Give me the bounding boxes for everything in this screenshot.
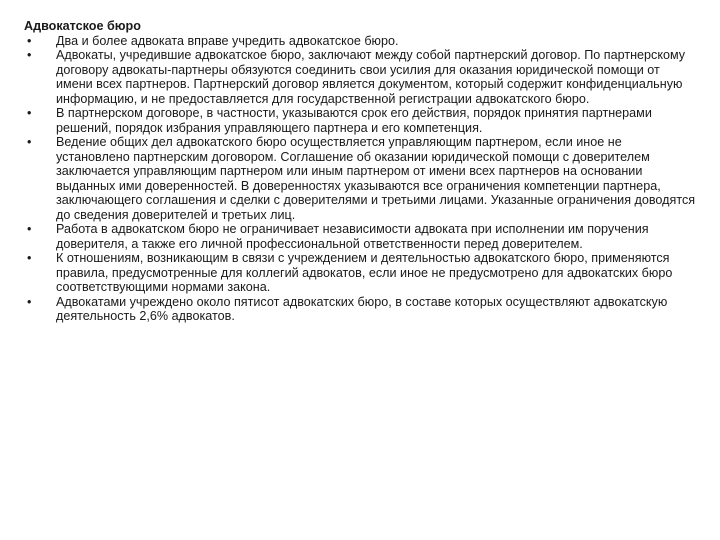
bullet-icon: • [27,33,32,48]
list-item-text: Адвокаты, учредившие адвокатское бюро, заключают между собой партнерский договор. По партнерскому договору адвокаты-партнеры обязуются соединить свои усилия для оказания юридической помощи от имени всех партнеров. Партнерский договор является документом, который содержит конфиденциальную информацию, и не предоставляется для государственной регистрации адвокатского бюро. [56,48,686,106]
list-item-text: Работа в адвокатском бюро не ограничивает независимости адвоката при исполнении им поручения доверителя, а также его личной профессиональной ответственности перед доверителем. [56,222,649,251]
list-item [24,48,696,106]
bullet-icon: • [27,294,32,309]
list-item-text: Адвокатами учреждено около пятисот адвокатских бюро, в составе которых осуществляют адвокатскую деятельность 2,6% адвокатов. [56,294,668,323]
list-item-text: К отношениям, возникающим в связи с учреждением и деятельностью адвокатского бюро, применяются правила, предусмотренные для коллегий адвокатов, если иное не предусмотрено для адвокатских бюро соответствующими нормами закона. [56,251,673,294]
list-item [24,34,696,49]
bullet-icon: • [27,48,32,62]
list-item-text: Два и более адвоката вправе учредить адвокатское бюро. [56,33,399,48]
list-item [24,251,696,295]
list-item [24,295,696,324]
list-item-text: В партнерском договоре, в частности, указываются срок его действия, порядок принятия партнерами решений, порядок избрания управляющего партнера и его компетенция. [56,106,652,135]
bullet-icon: • [27,106,32,120]
bullet-icon: • [27,135,32,149]
bullet-list [24,34,696,324]
list-item [24,135,696,222]
list-item [24,106,696,135]
document-body [24,19,696,324]
list-item-text: Ведение общих дел адвокатского бюро осуществляется управляющим партнером, если иное не установлено партнерским договором. Соглашение об оказании юридической помощи с доверителем заключается управляющим партнером или иным партнером от имени всех партнеров на основании выданных ими доверенностей. В доверенностях указываются все ограничения компетенции партнера, заключающего соглашения и сделки с доверителями и третьими лицами. Указанные ограничения доводятся до сведения доверителей и третьих лиц. [56,135,696,222]
bullet-icon: • [27,251,32,265]
document-title: Адвокатское бюро [24,19,141,33]
bullet-icon: • [27,222,32,236]
list-item [24,222,696,251]
